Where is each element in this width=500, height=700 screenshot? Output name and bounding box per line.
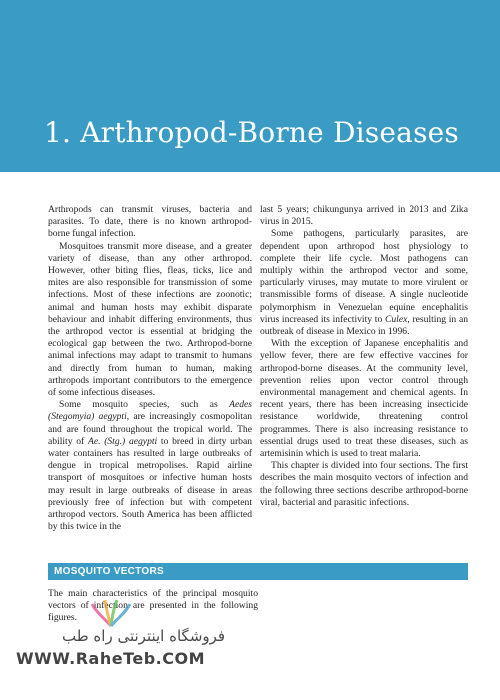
- paragraph: Arthropods can transmit viruses, bacteria and parasites. To date, there is no known arthropod-borne fungal infection.: [48, 204, 252, 240]
- section-body: [48, 588, 258, 625]
- watermark-url: WWW.RaheTeb.COM: [16, 649, 206, 668]
- species-name: Aedes (Stegomyia) aegypti: [48, 399, 252, 423]
- section-header-bar: [48, 563, 468, 580]
- watermark-logo-icon: [86, 598, 136, 628]
- species-name: Ae. (Stg.) aegypti: [87, 435, 158, 447]
- paragraph: The main characteristics of the principal mosquito vectors of infection are presented in the following figures.: [48, 588, 258, 624]
- text-run: , are increasingly cosmopolitan and are found throughout the tropical world. The ability of: [48, 411, 252, 447]
- species-name: Culex: [384, 313, 408, 325]
- section-title: MOSQUITO VECTORS: [54, 566, 164, 577]
- paragraph: With the exception of Japanese encephalitis and yellow fever, there are few effective vaccines for arthropod-borne diseases. At the community level, prevention relies upon vector control through environmental management and chemical agents. In recent years, there has been increasing insecticide resistance worldwide, threatening control programmes. There is also increasing resistance to essential drugs used to treat these diseases, such as artemisinin which is used to treat malaria.: [260, 338, 468, 460]
- text-run: to breed in dirty urban water containers has resulted in large outbreaks of dengue in tropical metropolises. Rapid airline transport of mosquitoes or infective human hosts may result in large outbreaks of disease in areas previously free of infection but with competent arthropod vectors. South America has been afflicted by this twice in the: [48, 435, 252, 533]
- chapter-banner: [0, 0, 500, 172]
- paragraph: [260, 228, 468, 338]
- left-column: [48, 204, 252, 533]
- text-run: Some mosquito species, such as: [59, 399, 230, 411]
- text-run: Some pathogens, particularly parasites, are dependent upon arthropod host physiology to complete their life cycle. Most pathogens can multiply within the arthropod vector and some, particularly viruses, may mutate to more virulent or transmissible forms of disease. A single nucleotide polymorphism in Venezuelan equine encephalitis virus increased its infectivity to: [260, 228, 468, 325]
- watermark-persian-text: فروشگاه اینترنتی راه طب: [62, 627, 226, 645]
- text-run: , resulting in an outbreak of disease in Mexico in 1996.: [260, 313, 469, 338]
- right-column: [260, 204, 468, 509]
- paragraph: This chapter is divided into four sections. The first describes the main mosquito vectors of infection and the following three sections describe arthropod-borne viral, bacterial and parasitic infections.: [260, 460, 468, 508]
- paragraph: [48, 399, 252, 533]
- paragraph: Mosquitoes transmit more disease, and a greater variety of disease, than any other arthropod. However, other biting flies, fleas, ticks, lice and mites are also responsible for transmission of some infections. Most of these infections are zoonotic; animal and human hosts may exhibit disparate behaviour and inhabit differing environments, thus the arthropod vector is essential at bridging the ecological gap between the two. Arthropod-borne animal infections may adapt to transmit to humans and directly from human to human, making arthropods important contributors to the emergence of some infectious diseases.: [48, 240, 252, 399]
- paragraph: last 5 years; chikungunya arrived in 2013 and Zika virus in 2015.: [260, 204, 468, 228]
- chapter-title: 1. Arthropod-Borne Diseases: [44, 116, 459, 149]
